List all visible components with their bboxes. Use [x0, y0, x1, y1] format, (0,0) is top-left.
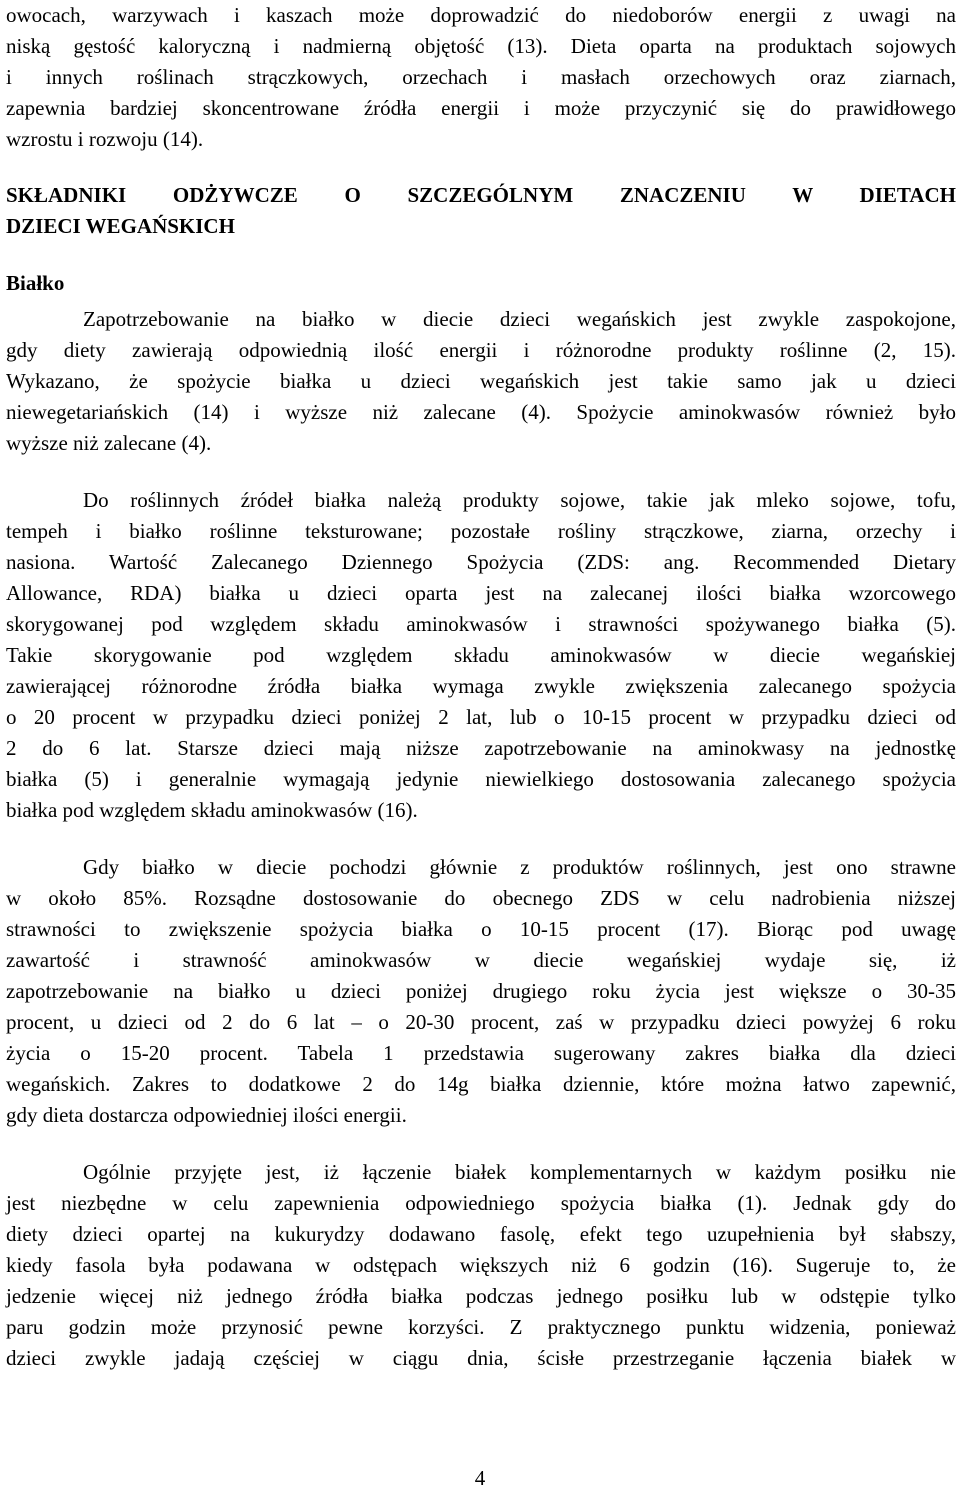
subheading-protein: Białko [6, 271, 65, 295]
text-line: gdy dieta dostarcza odpowiedniej ilości energii. [6, 1103, 407, 1127]
text-line: Gdy białko w diecie pochodzi głównie z produktów roślinnych, jest ono strawne [83, 855, 956, 879]
text-line: dzieci zwykle jadają częściej w ciągu dnia, ścisłe przestrzeganie łączenia białek w [6, 1346, 956, 1370]
page-number: 4 [474, 1466, 486, 1490]
text-line: jedzenie więcej niż jednego źródła białka podczas jednego posiłku lub w odstępie tylko [6, 1284, 956, 1308]
text-line: zawartość i strawność aminokwasów w diecie wegańskiej wydaje się, iż [6, 948, 956, 972]
text-line: owocach, warzywach i kaszach może doprowadzić do niedoborów energii z uwagi na [6, 3, 956, 27]
text-line: zawierającej różnorodne źródła białka wymaga zwykle zwiększenia zalecanego spożycia [6, 674, 956, 698]
text-line: o 20 procent w przypadku dzieci poniżej 2 lat, lub o 10-15 procent w przypadku dzieci od [6, 705, 956, 729]
text-line: białka (5) i generalnie wymagają jedynie niewielkiego dostosowania zalecanego spożycia [6, 767, 956, 791]
text-line: jest niezbędne w celu zapewnienia odpowiedniego spożycia białka (1). Jednak gdy do [6, 1191, 956, 1215]
text-line: tempeh i białko roślinne teksturowane; pozostałe rośliny strączkowe, ziarna, orzechy i [6, 519, 956, 543]
text-line: wyższe niż zalecane (4). [6, 431, 212, 455]
text-line: zapewnia bardziej skoncentrowane źródła energii i może przyczynić się do prawidłowego [6, 96, 956, 120]
text-line: kiedy fasola była podawana w odstępach większych niż 6 godzin (16). Sugeruje to, że [6, 1253, 956, 1277]
text-line: Wykazano, że spożycie białka u dzieci wegańskich jest takie samo jak u dzieci [6, 369, 956, 393]
text-line: 2 do 6 lat. Starsze dzieci mają niższe zapotrzebowanie na aminokwasy na jednostkę [6, 736, 956, 760]
text-line: w około 85%. Rozsądne dostosowanie do obecnego ZDS w celu nadrobienia niższej [6, 886, 956, 910]
text-line: i innych roślinach strączkowych, orzechach i masłach orzechowych oraz ziarnach, [6, 65, 956, 89]
text-line: zapotrzebowanie na białko u dzieci poniżej drugiego roku życia jest większe o 30-35 [6, 979, 956, 1003]
text-line: Do roślinnych źródeł białka należą produkty sojowe, takie jak mleko sojowe, tofu, [83, 488, 956, 512]
text-line: niską gęstość kaloryczną i nadmierną objętość (13). Dieta oparta na produktach sojowych [6, 34, 956, 58]
text-line: paru godzin może przynosić pewne korzyści. Z praktycznego punktu widzenia, ponieważ [6, 1315, 956, 1339]
heading-line: SKŁADNIKI ODŻYWCZE O SZCZEGÓLNYM ZNACZENIU W DIETACH [6, 183, 956, 207]
text-line: wegańskich. Zakres to dodatkowe 2 do 14g białka dziennie, które można łatwo zapewnić, [6, 1072, 956, 1096]
text-line: Takie skorygowanie pod względem składu aminokwasów w diecie wegańskiej [6, 643, 956, 667]
text-line: strawności to zwiększenie spożycia białka o 10-15 procent (17). Biorąc pod uwagę [6, 917, 956, 941]
heading-line: DZIECI WEGAŃSKICH [6, 214, 235, 238]
text-line: białka pod względem składu aminokwasów (16). [6, 798, 418, 822]
text-line: wzrostu i rozwoju (14). [6, 127, 204, 151]
text-line: Allowance, RDA) białka u dzieci oparta jest na zalecanej ilości białka wzorcowego [6, 581, 956, 605]
text-line: procent, u dzieci od 2 do 6 lat – o 20-30 procent, zaś w przypadku dzieci powyżej 6 roku [6, 1010, 956, 1034]
text-line: diety dzieci opartej na kukurydzy dodawano fasolę, efekt tego uzupełnienia był słabszy, [6, 1222, 956, 1246]
text-line: Zapotrzebowanie na białko w diecie dzieci wegańskich jest zwykle zaspokojone, [83, 307, 956, 331]
text-line: niewegetariańskich (14) i wyższe niż zalecane (4). Spożycie aminokwasów również było [6, 400, 956, 424]
text-line: skorygowanej pod względem składu aminokwasów i strawności spożywanego białka (5). [6, 612, 956, 636]
text-line: gdy diety zawierają odpowiednią ilość energii i różnorodne produkty roślinne (2, 15). [6, 338, 956, 362]
text-line: Ogólnie przyjęte jest, iż łączenie białek komplementarnych w każdym posiłku nie [83, 1160, 956, 1184]
text-line: nasiona. Wartość Zalecanego Dziennego Spożycia (ZDS: ang. Recommended Dietary [6, 550, 956, 574]
text-line: życia o 15-20 procent. Tabela 1 przedstawia sugerowany zakres białka dla dzieci [6, 1041, 956, 1065]
